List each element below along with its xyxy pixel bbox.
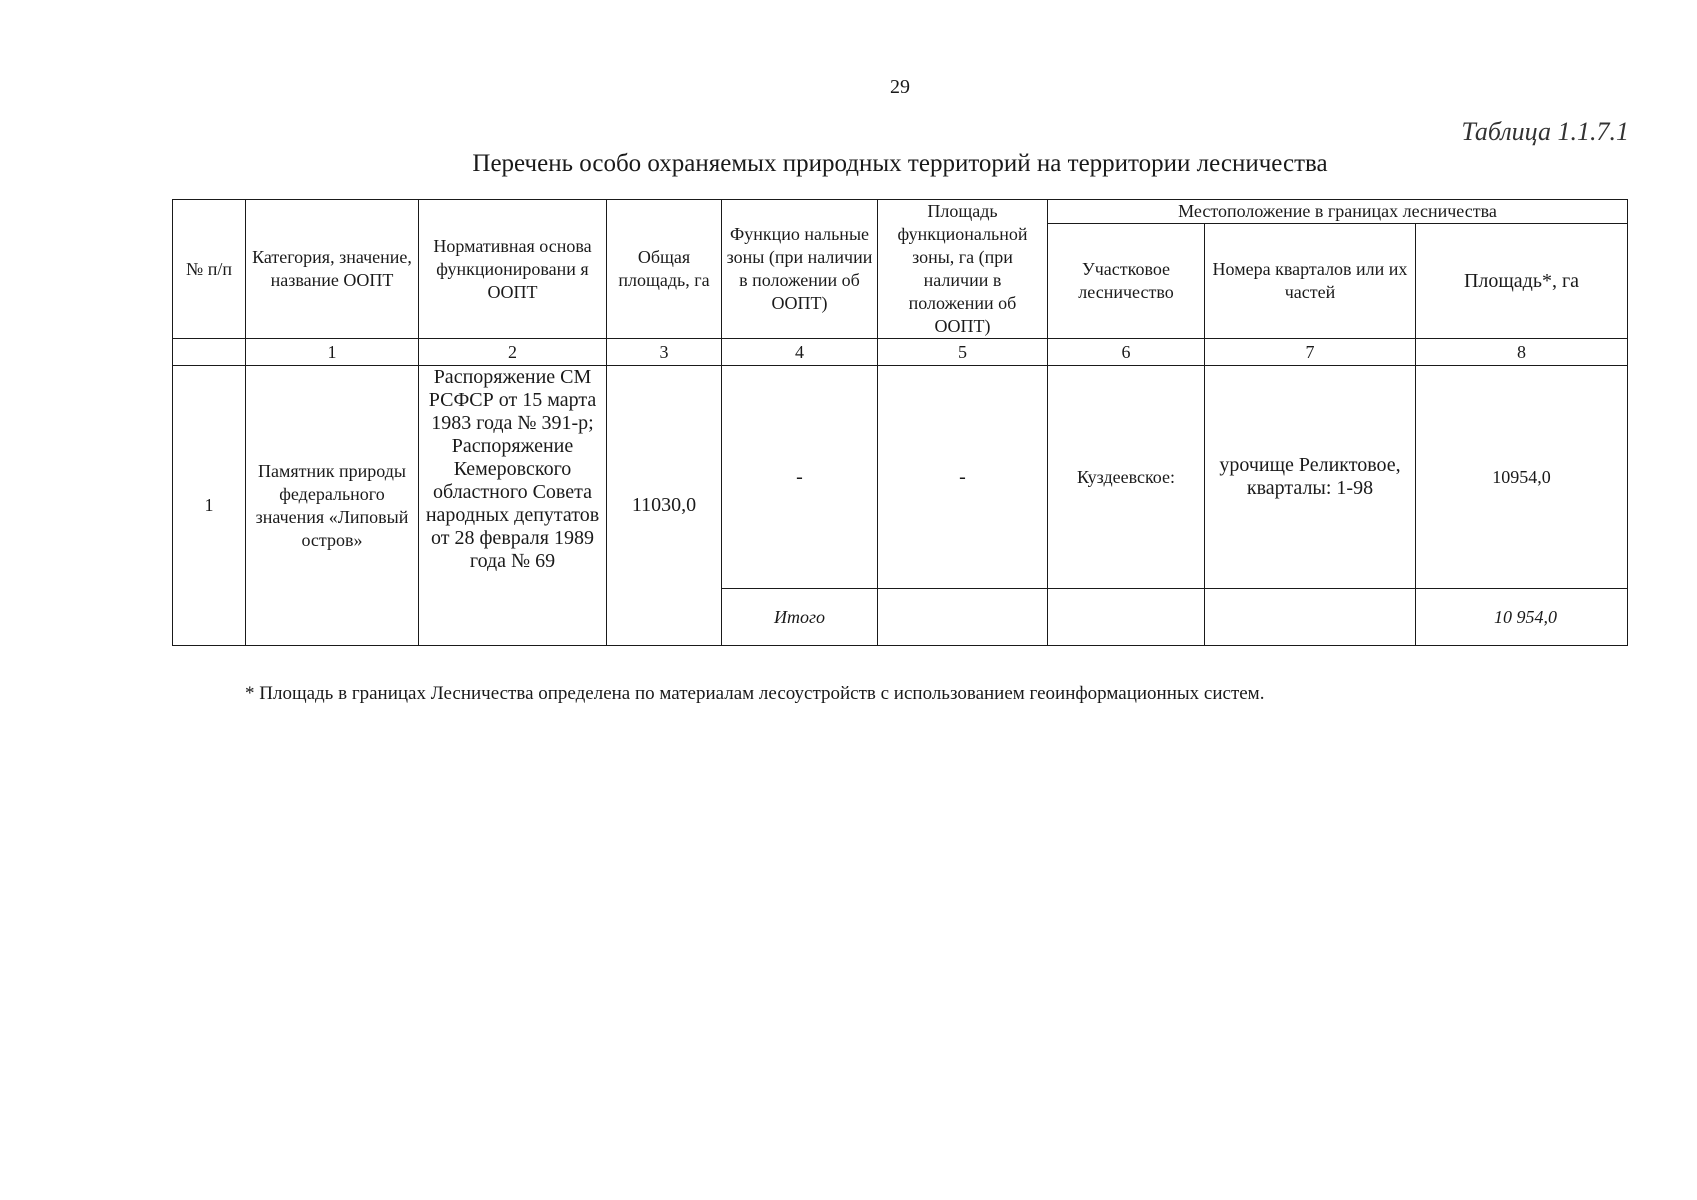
header-func-zone-area: Площадь функциональной зоны, га (при наличии в положении об ООПТ) xyxy=(878,200,1048,339)
column-number: 4 xyxy=(722,339,878,366)
total-empty-cell xyxy=(878,589,1048,646)
header-quarters: Номера кварталов или их частей xyxy=(1205,224,1416,339)
cell-total-area: 11030,0 xyxy=(607,366,722,646)
header-category: Категория, значение, название ООПТ xyxy=(246,200,419,339)
column-number: 3 xyxy=(607,339,722,366)
total-empty-cell xyxy=(1205,589,1416,646)
column-number-row xyxy=(173,339,1628,366)
column-number: 5 xyxy=(878,339,1048,366)
table-label: Таблица 1.1.7.1 xyxy=(1461,117,1629,146)
footnote: * Площадь в границах Лесничества определена по материалам лесоустройств с использованием геоинформационных систем. xyxy=(245,683,1265,704)
oopt-table xyxy=(172,199,1628,646)
cell-area: 10954,0 xyxy=(1416,366,1628,589)
total-empty-cell xyxy=(1048,589,1205,646)
cell-func-zones: - xyxy=(722,366,878,589)
cell-district: Куздеевское: xyxy=(1048,366,1205,589)
cell-num: 1 xyxy=(173,366,246,646)
cell-category: Памятник природы федерального значения «Липовый остров» xyxy=(246,366,419,646)
column-number: 1 xyxy=(246,339,419,366)
table-row xyxy=(173,366,1628,589)
cell-func-zone-area: - xyxy=(878,366,1048,589)
header-num: № п/п xyxy=(173,200,246,339)
total-label: Итого xyxy=(722,589,878,646)
column-number: 2 xyxy=(419,339,607,366)
cell-basis: Распоряжение СМ РСФСР от 15 марта 1983 года № 391-р; Распоряжение Кемеровского областного Совета народных депутатов от 28 февраля 1989 года № 69 xyxy=(419,366,607,646)
header-basis: Нормативная основа функционировани я ООПТ xyxy=(419,200,607,339)
column-number: 8 xyxy=(1416,339,1628,366)
header-total-area: Общая площадь, га xyxy=(607,200,722,339)
cell-quarters: урочище Реликтовое, кварталы: 1-98 xyxy=(1205,366,1416,589)
column-number xyxy=(173,339,246,366)
header-location-group: Местоположение в границах лесничества xyxy=(1048,200,1628,224)
page-number: 29 xyxy=(890,76,910,98)
total-area: 10 954,0 xyxy=(1416,589,1628,646)
header-func-zones: Функцио нальные зоны (при наличии в положении об ООПТ) xyxy=(722,200,878,339)
table-title: Перечень особо охраняемых природных территорий на территории лесничества xyxy=(472,150,1328,177)
column-number: 7 xyxy=(1205,339,1416,366)
column-number: 6 xyxy=(1048,339,1205,366)
header-district: Участковое лесничество xyxy=(1048,224,1205,339)
header-area: Площадь*, га xyxy=(1416,224,1628,339)
